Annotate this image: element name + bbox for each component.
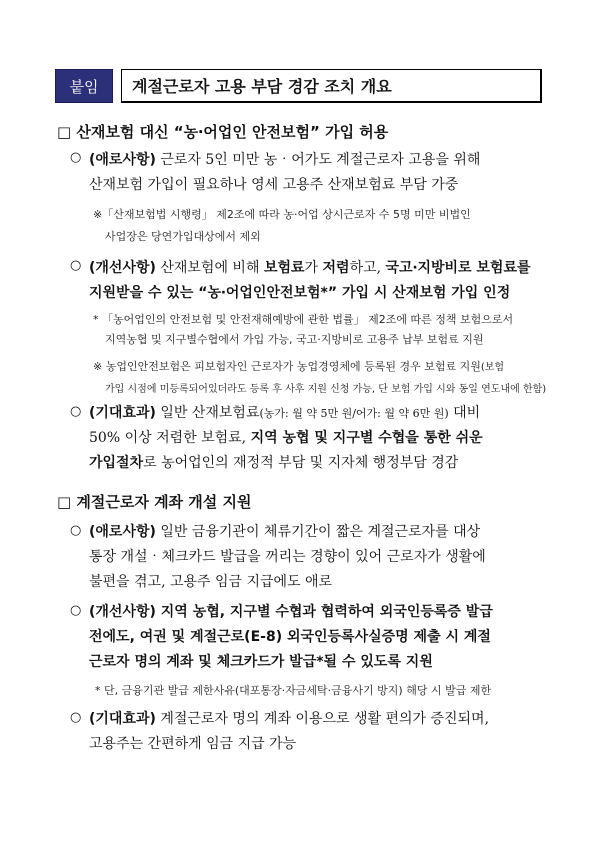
label-effect: (기대효과) bbox=[89, 405, 156, 421]
bullet-circle: ○ bbox=[70, 523, 82, 538]
bullet-circle: ○ bbox=[70, 258, 82, 273]
label-improvement: (개선사항) bbox=[89, 260, 156, 276]
note-line: ※ 농업인안전보험은 피보험자인 근로자가 농업경영체에 등록된 경우 보험료 지원(보험 bbox=[93, 360, 505, 373]
note-line: ※「산재보험법 시행령」 제2조에 따라 농‧어업 상시근로자 수 5명 미만 비법인 bbox=[93, 208, 471, 221]
paragraph-line: 불편을 겪고, 고용주 임금 지급에도 애로 bbox=[89, 574, 333, 590]
paragraph-line: 통장 개설‧체크카드 발급을 꺼리는 경향이 있어 근로자가 생활에 bbox=[89, 549, 486, 565]
page-title: 계절근로자 고용 부담 경감 조치 개요 bbox=[121, 69, 542, 103]
bullet-circle: ○ bbox=[70, 150, 82, 165]
paragraph-line: 가입절차로 농어업인의 재정적 부담 및 지자체 행정부담 경감 bbox=[89, 455, 459, 471]
bullet-circle: ○ bbox=[70, 603, 82, 618]
paragraph-line: (기대효과) 일반 산재보험료(농가: 월 약 5만 원/어가: 월 약 6만 원) 대비 bbox=[89, 405, 481, 421]
paragraph-line: (개선사항) 지역 농협, 지구별 수협과 협력하여 외국인등록증 발급 bbox=[89, 604, 493, 620]
bullet-circle: ○ bbox=[70, 710, 82, 725]
note-line: * 단, 금융기관 발급 제한사유(대포통장‧자금세탁‧금융사기 방지) 해당 시 발급 제한 bbox=[95, 684, 492, 697]
paragraph-line: 근로자 명의 계좌 및 체크카드가 발급*될 수 있도록 지원 bbox=[89, 654, 433, 670]
note-line: * 「농어업인의 안전보험 및 안전재해예방에 관한 법률」 제2조에 따른 정책 보험으로서 bbox=[93, 313, 514, 326]
note-line: 사업장은 당연가입대상에서 제외 bbox=[105, 230, 261, 243]
paragraph-line: (애로사항) 일반 금융기관이 체류기간이 짧은 계절근로자를 대상 bbox=[89, 524, 481, 540]
paragraph-line: 산재보험 가입이 필요하나 영세 고용주 산재보험료 부담 가중 bbox=[89, 177, 459, 193]
paragraph-line: (기대효과) 계절근로자 명의 계좌 이용으로 생활 편의가 증진되며, bbox=[89, 711, 490, 727]
attachment-tag: 붙임 bbox=[55, 69, 113, 103]
paragraph-line: (개선사항) 산재보험에 비해 보험료가 저렴하고, 국고‧지방비로 보험료를 bbox=[89, 260, 531, 276]
paragraph-line: (애로사항) 근로자 5인 미만 농‧어가도 계절근로자 고용을 위해 bbox=[89, 152, 481, 168]
paragraph-line: 전에도, 여권 및 계절근로(E-8) 외국인등록사실증명 제출 시 계절 bbox=[89, 629, 491, 645]
note-line: 가입 시점에 미등록되어있더라도 등록 후 사후 지원 신청 가능, 단 보험 가입 시와 동일 연도내에 한함) bbox=[105, 384, 547, 395]
section-heading-insurance: □ 산재보험 대신 “농‧어업인 안전보험” 가입 허용 bbox=[57, 123, 389, 141]
paragraph-line: 고용주는 간편하게 임금 지급 가능 bbox=[89, 736, 297, 752]
paragraph-line: 지원받을 수 있는 “농‧어업인안전보험*” 가입 시 산재보험 가입 인정 bbox=[89, 285, 511, 301]
note-line: 지역농협 및 지구별수협에서 가입 가능, 국고‧지방비로 고용주 납부 보험료 지원 bbox=[105, 333, 484, 346]
section-heading-account: □ 계절근로자 계좌 개설 지원 bbox=[57, 493, 252, 511]
header-box bbox=[55, 69, 542, 103]
bullet-circle: ○ bbox=[70, 404, 82, 419]
paragraph-line: 50% 이상 저렴한 보험료, 지역 농협 및 지구별 수협을 통한 쉬운 bbox=[89, 430, 483, 446]
label-difficulty: (애로사항) bbox=[89, 152, 156, 168]
